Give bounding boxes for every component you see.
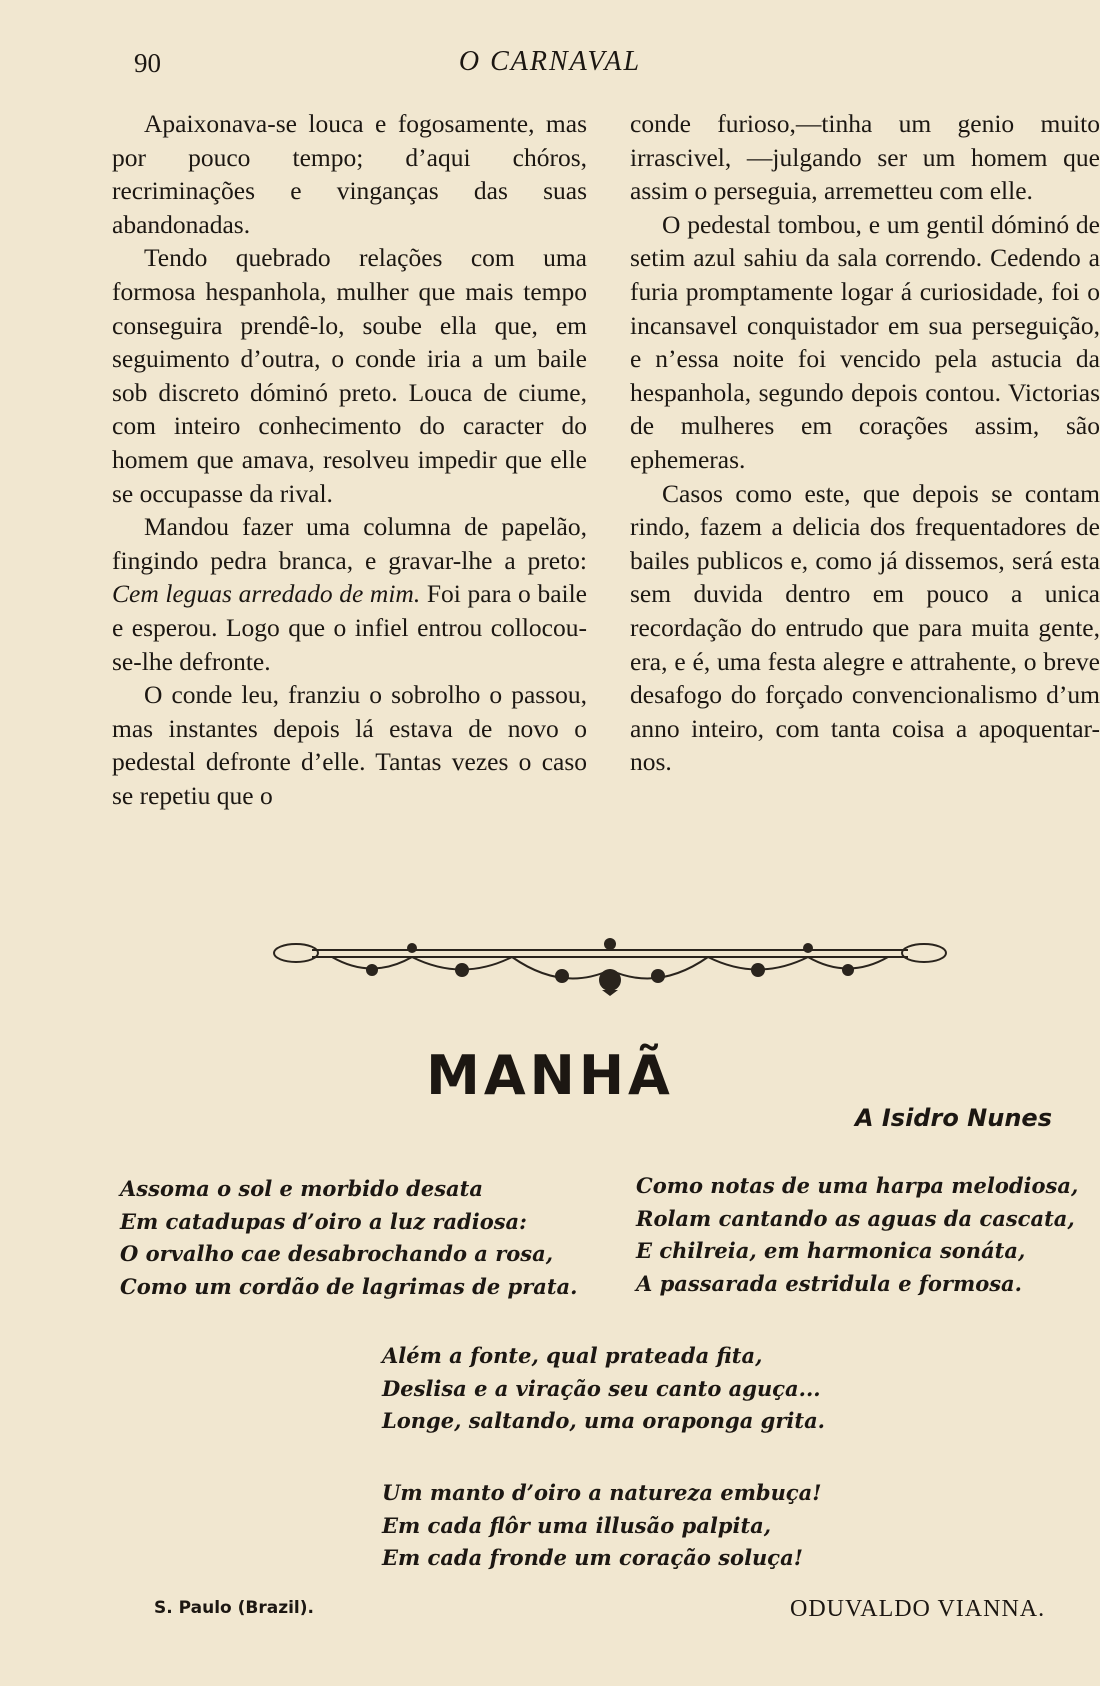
poem-stanza <box>382 1477 822 1575</box>
poem-author: ODUVALDO VIANNA. <box>790 1596 1046 1622</box>
italic-quote: Cem leguas arredado de mim. <box>112 579 421 609</box>
article-left-column <box>112 107 587 812</box>
poem-line: Em cada fronde um coração soluça! <box>382 1545 803 1570</box>
paragraph: conde furioso,—tinha um genio muito irrascivel, —julgando ser um homem que assim o perseguia, arremetteu com elle. <box>630 109 1100 206</box>
poem-stanza <box>636 1170 1078 1300</box>
poem-line: Rolam cantando as aguas da cascata, <box>636 1205 1075 1231</box>
running-title: O CARNAVAL <box>458 46 642 77</box>
paragraph <box>112 510 587 678</box>
poem-line: Como um cordão de lagrimas de prata. <box>120 1273 578 1299</box>
poem-stanza <box>382 1340 825 1438</box>
poem-line: Longe, saltando, uma oraponga grita. <box>382 1408 825 1433</box>
floral-divider-ornament <box>272 930 948 996</box>
article-right-column <box>630 107 1100 779</box>
poem-title: MANHÃ <box>426 1044 674 1107</box>
paragraph: Casos como este, que depois se contam rindo, fazem a delicia dos frequentadores de bailes publicos e, como já dissemos, será esta sem duvida dentro em pouco a unica recordação do entrudo que para muita gente, era, e é, uma festa alegre e attrahente, o breve desafogo do forçado convencionalismo d’um anno inteiro, com tanta coisa a apoquentar-nos. <box>630 478 1100 777</box>
poem-line: Como notas de uma harpa melodiosa, <box>636 1173 1079 1198</box>
poem-dedication: A Isidro Nunes <box>854 1104 1052 1132</box>
poem-line: Assoma o sol e morbido desata <box>120 1176 483 1201</box>
poem-line: Um manto d’oiro a natureza embuça! <box>382 1480 822 1505</box>
paragraph: O pedestal tombou, e um gentil dóminó de setim azul sahiu da sala correndo. Cedendo a furia promptamente logar á curiosidade, foi o incansavel conquistador em sua perseguição, e n’essa noite foi vencido pela astucia da hespanhola, segundo depois contou. Victorias de mulheres em corações assim, são ephemeras. <box>630 209 1100 474</box>
paragraph: O conde leu, franziu o sobrolho o passou, mas instantes depois lá estava de novo o pedestal defronte d’elle. Tantas vezes o caso se repetiu que o <box>112 680 587 810</box>
poem-line: E chilreia, em harmonica sonáta, <box>636 1238 1026 1263</box>
poem-line: Em catadupas d’oiro a luz radiosa: <box>120 1208 527 1234</box>
paragraph: Apaixonava-se louca e fogosamente, mas por pouco tempo; d’aqui chóros, recriminações e vinganças das suas abandonadas. <box>112 109 587 239</box>
text-span: Foi para o baile e esperou. Logo que o infiel entrou collocou-se-lhe defronte. <box>112 579 588 676</box>
poem-line: Deslisa e a viração seu canto aguça... <box>382 1375 821 1401</box>
poem-line: Além a fonte, qual prateada fita, <box>382 1343 763 1368</box>
poem-line: A passarada estridula e formosa. <box>636 1270 1022 1296</box>
poem-stanza <box>120 1173 577 1303</box>
poem-place: S. Paulo (Brazil). <box>154 1598 314 1618</box>
paragraph: Tendo quebrado relações com uma formosa hespanhola, mulher que mais tempo conseguira prendê-lo, soube ella que, em seguimento d’outra, o conde iria a um baile sob discreto dóminó preto. Louca de ciume, com inteiro conhecimento do caracter do homem que amava, resolveu impedir que elle se occupasse da rival. <box>112 243 587 508</box>
poem-line: O orvalho cae desabrochando a rosa, <box>120 1241 554 1266</box>
page-number: 90 <box>134 48 161 78</box>
poem-line: Em cada flôr uma illusão palpita, <box>382 1512 772 1538</box>
text-span: Mandou fazer uma columna de papelão, fingindo pedra branca, e gravar-lhe a preto: <box>112 512 587 575</box>
